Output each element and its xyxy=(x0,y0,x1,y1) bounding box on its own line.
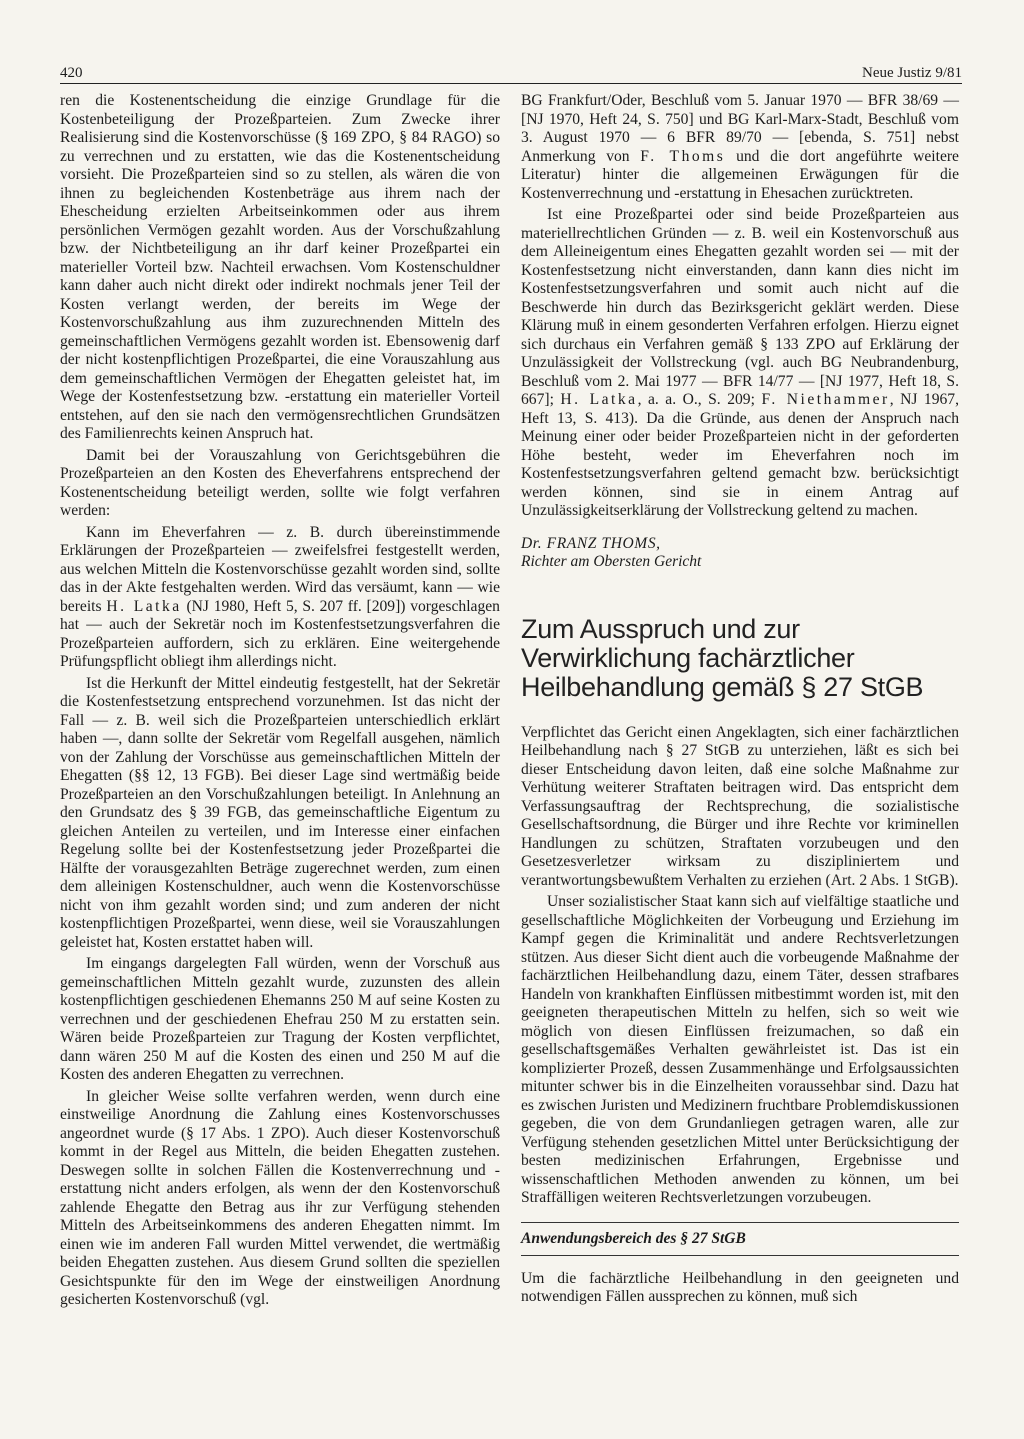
author-title: Richter am Obersten Gericht xyxy=(521,552,702,570)
paragraph: Ist die Herkunft der Mittel eindeutig festgestellt, hat der Sekretär die Kostenfestsetzung entsprechend vorzunehmen. Ist das nicht der Fall — z. B. weil sich die Prozeßparteien unterschiedlich erklärt haben —, dann sollte der Sekretär vom Regelfall ausgehen, nämlich von der Zahlung der Vorschüsse aus gemeinschaftlichen Mitteln der Ehegatten (§§ 12, 13 FGB). Bei dieser Lage sind wertmäßig beide Prozeßparteien an den Vorschußzahlungen beteiligt. In Anlehnung an den Grundsatz des § 39 FGB, das gemeinschaftliche Eigentum zu gleichen Anteilen zu verteilen, und im Interesse einer einfachen Regelung sollte bei der Kostenfestsetzung jeder Prozeßpartei die Hälfte der vorausgezahlten Beträge zugerechnet werden, zum einen dem alleinigen Kostenschuldner, auch wenn die Kostenvorschüsse nicht von ihm gezahlt worden sind; und zum anderen der nicht kostenpflichtigen Prozeßpartei, wenn diese, weil sie Vorauszahlungen geleistet hat, Kosten erstattet haben will. xyxy=(60,674,500,951)
paragraph: BG Frankfurt/Oder, Beschluß vom 5. Januar 1970 — BFR 38/69 — [NJ 1970, Heft 24, S. 750] und BG Karl-Marx-Stadt, Beschluß vom 3. August 1970 — 6 BFR 89/70 — [ebenda, S. 751] nebst Anmerkung von F. Thoms und die dort angeführte weitere Literatur) hinter die allgemeinen Erwägungen für die Kostenverrechnung und -erstattung in Ehesachen zurücktreten. xyxy=(521,92,959,202)
cited-author: H. Latka xyxy=(106,597,182,615)
journal-issue: Neue Justiz 9/81 xyxy=(862,65,962,81)
paragraph: Damit bei der Vorauszahlung von Gerichtsgebühren die Prozeßparteien an den Kosten des Eheverfahrens entsprechend der Kostenentscheidung beteiligt werden, sollte wie folgt verfahren werden: xyxy=(60,446,500,519)
paragraph: Unser sozialistischer Staat kann sich auf vielfältige staatliche und gesellschaftliche Möglichkeiten der Vorbeugung und Erziehung im Kampf gegen die Kriminalität und andere Rechtsverletzungen stützen. Aus dieser Sicht dient auch die vorbeugende Maßnahme der fachärztlichen Heilbehandlung dazu, einem Täter, dessen strafbares Handeln von krankhaften Einflüssen mitbestimmt worden ist, mit den geeigneten therapeutischen Mitteln zu helfen, sich so weit wie möglich von diesen Einflüssen freizumachen, so daß ein gesellschaftsgemäßes Verhalten gewährleistet ist. Das ist ein komplizierter Prozeß, dessen Zusammenhänge und Erfolgsaussichten mitunter schwer bis in die Einzelheiten voraussehbar sind. Dazu hat es zwischen Juristen und Medizinern fruchtbare Problemdiskussionen gegeben, die von dem Grundanliegen getragen waren, alle zur Verfügung stehenden gesetzlichen Mittel unter Berücksichtigung der besten medizinischen Erfahrungen, Ergebnisse und wissenschaftlichen Methoden anwenden zu können, um bei Straffälligen weiteren Rechtsverletzungen vorzubeugen. xyxy=(521,893,959,1206)
section-rule xyxy=(521,1255,959,1256)
header-rule xyxy=(60,83,962,84)
paragraph: Um die fachärztliche Heilbehandlung in den geeigneten und notwendigen Fällen aussprechen zu können, muß sich xyxy=(521,1269,959,1305)
section-heading: Anwendungsbereich des § 27 StGB xyxy=(521,1222,959,1248)
author-name: Dr. FRANZ THOMS, xyxy=(521,534,661,552)
cited-author: H. Latka xyxy=(560,391,638,408)
cited-author: F. Niethammer xyxy=(761,391,890,408)
right-column xyxy=(521,92,959,1307)
cited-author: F. Thoms xyxy=(640,147,726,165)
paragraph: ren die Kostenentscheidung die einzige Grundlage für die Kostenbeteiligung der Prozeßparteien. Zum Zwecke ihrer Realisierung sind die Kostenvorschüsse (§ 169 ZPO, § 84 RAGO) so zu verrechnen und zu erstatten, wie das die Kostenentscheidung vorsieht. Die Prozeßparteien sind so zu stellen, als wären die von ihnen zu begleichenden Kostenbeträge aus ihrem nach der Ehescheidung erzielten Arbeitseinkommen oder aus ihrem persönlichen Vermögen gezahlt worden. Aus der Vorschußzahlung bzw. der Nichtbeteiligung an ihr darf keiner Prozeßpartei ein materieller Vorteil bzw. Nachteil erwachsen. Vom Kostenschuldner kann daher auch nicht direkt oder indirekt nochmals jener Teil der Kosten verlangt werden, der bereits im Wege der Kostenvorschußzahlung aus ihm zuzurechnenden Mitteln des gemeinschaftlichen Vermögens gezahlt worden ist. Ebensowenig darf der nicht kostenpflichtigen Prozeßpartei, die eine Vorauszahlung aus dem gemeinschaftlichen Vermögen der Ehegatten geleistet hat, im Wege der Kostenfestsetzung bzw. -erstattung ein materieller Vorteil entstehen, auf den sie nach den vermögensrechtlichen Grundsätzen des Familienrechts keinen Anspruch hat. xyxy=(60,92,500,442)
author-signature xyxy=(521,535,959,571)
left-column xyxy=(60,92,500,1310)
paragraph: In gleicher Weise sollte verfahren werden, wenn durch eine einstweilige Anordnung die Zahlung eines Kostenvorschusses angeordnet wurde (§ 17 Abs. 1 ZPO). Auch dieser Kostenvorschuß kommt in der Regel aus Mitteln, die beiden Ehegatten zustehen. Deswegen sollte in solchen Fällen die Kostenverrechnung und -erstattung nicht anders erfolgen, als wenn der den Kostenvorschuß zahlende Ehegatte den Betrag aus ihr zur Verfügung stehenden Mitteln des Arbeitseinkommens des anderen Ehegatten nimmt. Im einen wie im anderen Fall wurden Mittel verwendet, die wertmäßig beiden Ehegatten zustehen. Aus diesem Grund sollten die speziellen Gesichtspunkte für den im Wege der einstweiligen Anordnung gesicherten Kostenvorschuß (vgl. xyxy=(60,1087,500,1308)
paragraph: Im eingangs dargelegten Fall würden, wenn der Vorschuß aus gemeinschaftlichen Mitteln gezahlt wurde, zuzunsten des allein kostenpflichtigen geschiedenen Ehemanns 250 M auf seine Kosten zu verrechnen und der geschiedenen Ehefrau 250 M zu erstatten sein. Wären beide Prozeßparteien zur Tragung der Kosten verpflichtet, dann wären 250 M auf die Kosten des einen und 250 M auf die Kosten des anderen Ehegatten zu verrechnen. xyxy=(60,955,500,1083)
page-number: 420 xyxy=(60,65,83,81)
paragraph: Kann im Eheverfahren — z. B. durch übereinstimmende Erklärungen der Prozeßparteien — zweifelsfrei festgestellt werden, aus welchen Mitteln die Kostenvorschüsse gezahlt worden sind, sollte das in der Akte festgehalten werden. Wird das versäumt, kann — wie bereits H. Latka (NJ 1980, Heft 5, S. 207 ff. [209]) vorgeschlagen hat — auch der Sekretär noch im Kostenfestsetzungsverfahren die Prozeßparteien auffordern, sich zu erklären. Eine weitergehende Prüfungspflicht obliegt ihm allerdings nicht. xyxy=(60,523,500,670)
paragraph: Ist eine Prozeßpartei oder sind beide Prozeßparteien aus materiellrechtlichen Gründen — z. B. weil ein Kostenvorschuß aus dem Alleineigentum eines Ehegatten gezahlt worden sei — mit der Kostenfestsetzung nicht einverstanden, dann kann dies nicht im Kostenfestsetzungsverfahren und somit auch nicht auf die Beschwerde hin durch das Bezirksgericht geklärt werden. Diese Klärung muß in einem gesonderten Verfahren erfolgen. Hierzu eignet sich durchaus ein Verfahren gemäß § 133 ZPO auf Erklärung der Unzulässigkeit der Vollstreckung (vgl. auch BG Neubrandenburg, Beschluß vom 2. Mai 1977 — BFR 14/77 — [NJ 1977, Heft 18, S. 667]; H. Latka, a. a. O., S. 209; F. Niethammer, NJ 1967, Heft 13, S. 413). Da die Gründe, aus denen der Anspruch nach Meinung einer oder beider Prozeßparteien nicht in der geforderten Höhe besteht, weder im Eheverfahren noch im Kostenfestsetzungsverfahren geltend gemacht bzw. berücksichtigt werden können, sind sie in einem Antrag auf Unzulässigkeitserklärung der Vollstreckung geltend zu machen. xyxy=(521,206,959,519)
article-title: Zum Ausspruch und zur Verwirklichung fachärztlicher Heilbehandlung gemäß § 27 StGB xyxy=(521,613,924,702)
paragraph: Verpflichtet das Gericht einen Angeklagten, sich einer fachärztlichen Heilbehandlung nach § 27 StGB zu unterziehen, läßt es sich bei dieser Entscheidung davon leiten, daß eine solche Maßnahme zur Verhütung weiterer Straftaten beitragen wird. Das entspricht dem Verfassungsauftrag der Rechtsprechung, die sozialistische Gesellschaftsordnung, die Bürger und ihre Rechte vor kriminellen Handlungen zu schützen, Straftaten vorzubeugen und den Gesetzesverletzer wirksam zu diszipliniertem und verantwortungsbewußtem Verhalten zu erziehen (Art. 2 Abs. 1 StGB). xyxy=(521,723,959,889)
